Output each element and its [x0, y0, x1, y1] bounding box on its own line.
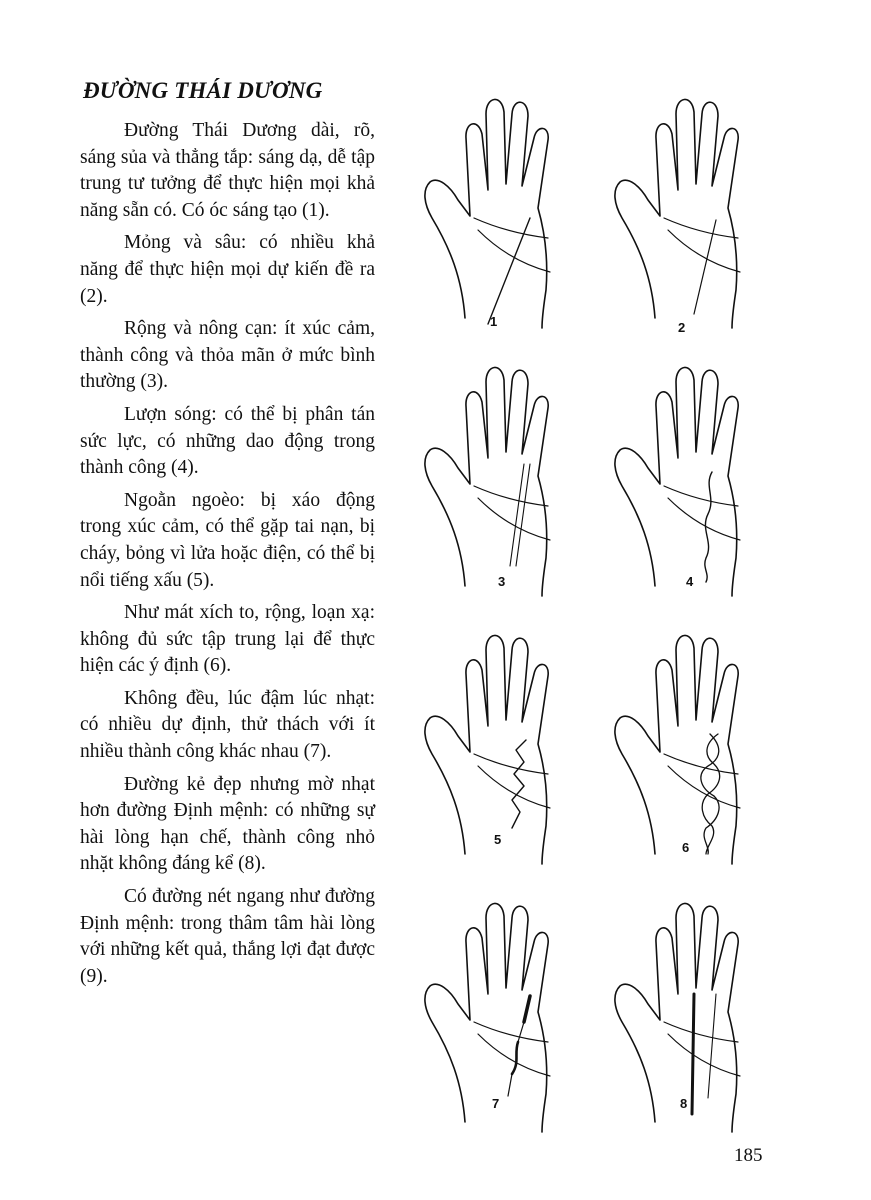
palm-figure-3	[420, 346, 600, 606]
hand-diagram	[610, 882, 790, 1142]
sun-line	[692, 994, 694, 1114]
sun-line	[524, 996, 530, 1022]
heart-line	[474, 486, 548, 506]
hand-diagram	[610, 78, 790, 338]
figure-number: 3	[498, 574, 506, 589]
sun-line	[512, 740, 526, 828]
hand-outline	[615, 99, 738, 328]
figure-number: 7	[492, 1096, 500, 1111]
figure-number: 4	[686, 574, 694, 589]
paragraph-9: Có đường nét ngang như đường Định mệnh: trong thâm tâm hài lòng với những kết quả, thắng lợi đạt được (9).	[80, 886, 375, 987]
heart-line	[474, 218, 548, 238]
hand-diagram	[610, 614, 790, 874]
sun-line	[508, 1074, 512, 1096]
page-number: 185	[734, 1145, 763, 1166]
hand-outline	[615, 635, 738, 864]
hand-outline	[425, 635, 548, 864]
sun-line	[510, 464, 524, 566]
hand-outline	[425, 903, 548, 1132]
palm-figure-6	[610, 614, 790, 874]
figure-number: 6	[682, 840, 690, 855]
figure-number: 2	[678, 320, 686, 335]
sun-line	[518, 1022, 524, 1042]
sun-line	[701, 734, 719, 854]
heart-line	[664, 218, 738, 238]
sun-line	[705, 472, 712, 582]
sun-line	[488, 218, 530, 324]
paragraph-6: Như mát xích to, rộng, loạn xạ: không đủ sức tập trung lại để thực hiện các ý định (6).	[80, 602, 375, 677]
palm-figure-8	[610, 882, 790, 1142]
hand-outline	[425, 99, 548, 328]
sun-line	[708, 994, 716, 1098]
paragraph-1: Đường Thái Dương dài, rõ, sáng sủa và thẳng tắp: sáng dạ, dễ tập trung tư tưởng để thực hiện mọi khả năng sẵn có. Có óc sáng tạo (1).	[80, 120, 375, 221]
palm-figure-4	[610, 346, 790, 606]
sun-line	[512, 1042, 518, 1074]
hand-diagram	[420, 346, 600, 606]
figure-number: 8	[680, 1096, 688, 1111]
paragraph-2: Mỏng và sâu: có nhiều khả năng để thực hiện mọi dự kiến đề ra (2).	[80, 232, 375, 307]
figure-number: 5	[494, 832, 502, 847]
palm-figure-7	[420, 882, 600, 1142]
hand-outline	[615, 903, 738, 1132]
hand-outline	[425, 367, 548, 596]
heart-line	[664, 754, 738, 774]
hand-diagram	[420, 614, 600, 874]
paragraph-8: Đường kẻ đẹp nhưng mờ nhạt hơn đường Định mệnh: có những sự hài lòng hạn chế, thành công nhỏ nhặt không đáng kể (8).	[80, 773, 375, 875]
paragraph-3: Rộng và nông cạn: ít xúc cảm, thành công và thỏa mãn ở mức bình thường (3).	[80, 318, 375, 393]
sun-line	[694, 220, 716, 314]
heart-line	[474, 1022, 548, 1042]
heart-line	[664, 1022, 738, 1042]
hand-outline	[615, 367, 738, 596]
heart-line	[474, 754, 548, 774]
palm-figures-grid	[420, 78, 800, 1118]
heart-line	[664, 486, 738, 506]
paragraph-5: Ngoằn ngoèo: bị xáo động trong xúc cảm, có thể gặp tai nạn, bị cháy, bỏng vì lửa hoặc điện, có thể bị nổi tiếng xấu (5).	[80, 489, 375, 591]
hand-diagram	[420, 78, 600, 338]
page-heading: ĐƯỜNG THÁI DƯƠNG	[83, 78, 323, 103]
figure-number: 1	[490, 314, 498, 329]
hand-diagram	[420, 882, 600, 1142]
body-text	[80, 118, 375, 996]
palm-figure-2	[610, 78, 790, 338]
paragraph-4: Lượn sóng: có thể bị phân tán sức lực, có những dao động trong thành công (4).	[80, 403, 375, 479]
palm-figure-5	[420, 614, 600, 874]
sun-line	[516, 464, 530, 566]
hand-diagram	[610, 346, 790, 606]
palm-figure-1	[420, 78, 600, 338]
paragraph-7: Không đều, lúc đậm lúc nhạt: có nhiều dự định, thử thách với ít nhiều thành công khác nhau (7).	[80, 687, 375, 763]
